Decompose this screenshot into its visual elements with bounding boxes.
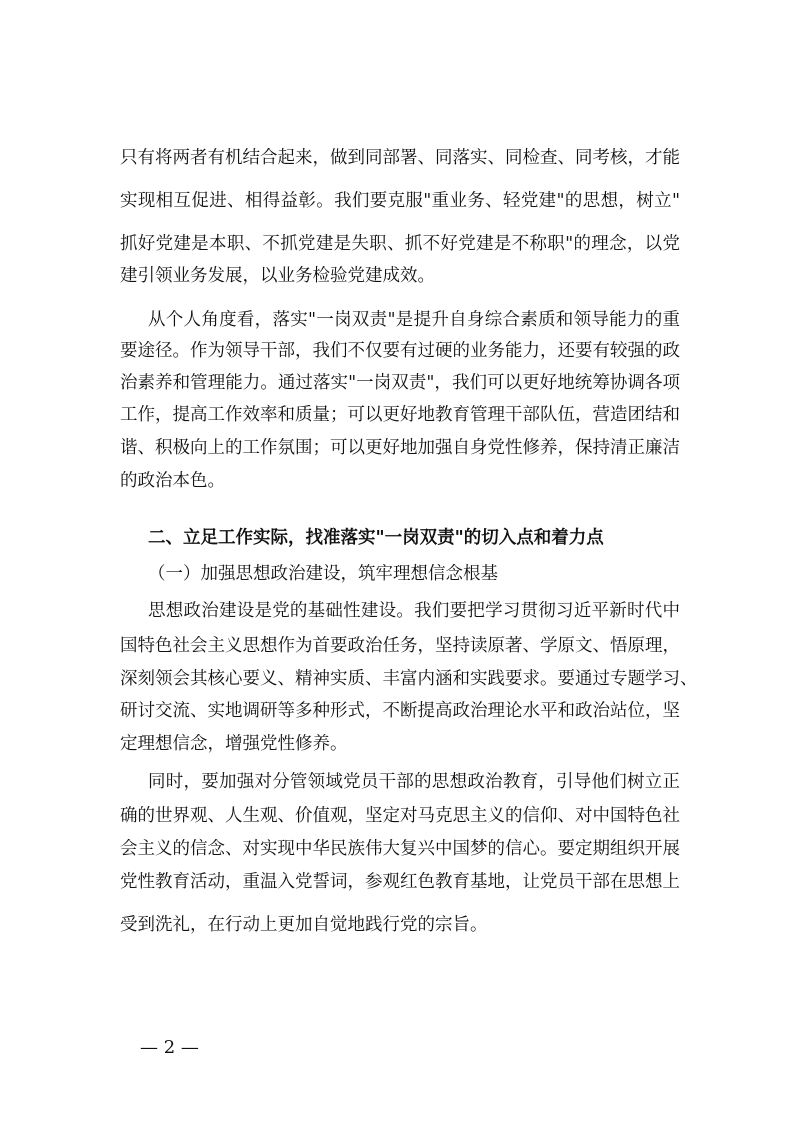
body-text-line: 的政治本色。 — [120, 471, 225, 491]
body-text-line: 只有将两者有机结合起来，做到同部署、同落实、同检查、同考核，才能 — [120, 148, 680, 168]
body-text-line: 确的世界观、人生观、价值观，坚定对马克思主义的信仰、对中国特色社 — [120, 806, 680, 826]
body-text-line: 治素养和管理能力。通过落实"一岗双责"，我们可以更好地统筹协调各项 — [120, 373, 680, 393]
body-text-line: 实现相互促进、相得益彰。我们要克服"重业务、轻党建"的思想，树立" — [120, 191, 680, 211]
body-text-line: 定理想信念，增强党性修养。 — [120, 734, 348, 754]
body-text-line: 思想政治建设是党的基础性建设。我们要把学习贯彻习近平新时代中 — [148, 601, 680, 621]
body-text-line: 研讨交流、实地调研等多种形式，不断提高政治理论水平和政治站位，坚 — [120, 701, 680, 721]
body-text-line: 会主义的信念、对实现中华民族伟大复兴中国梦的信心。要定期组织开展 — [120, 839, 680, 859]
body-text-line: 国特色社会主义思想作为首要政治任务，坚持读原著、学原文、悟原理， — [120, 636, 680, 656]
body-text-line: 同时，要加强对分管领域党员干部的思想政治教育，引导他们树立正 — [148, 772, 680, 792]
section-heading: 二、立足工作实际，找准落实"一岗双责"的切入点和着力点 — [148, 528, 604, 548]
body-text-line: 深刻领会其核心要义、精神实质、丰富内涵和实践要求。要通过专题学习、 — [120, 669, 698, 689]
page-number: — 2 — — [140, 1037, 199, 1058]
body-text-line: 抓好党建是本职、不抓党建是失职、抓不好党建是不称职"的理念，以党 — [120, 234, 680, 254]
body-text-line: 从个人角度看，落实"一岗双责"是提升自身综合素质和领导能力的重 — [148, 310, 680, 330]
body-text-line: 要途径。作为领导干部，我们不仅要有过硬的业务能力，还要有较强的政 — [120, 341, 680, 361]
body-text-line: 工作，提高工作效率和质量；可以更好地教育管理干部队伍，营造团结和 — [120, 405, 680, 425]
body-text-line: 建引领业务发展，以业务检验党建成效。 — [120, 266, 435, 286]
body-text-line: 党性教育活动，重温入党誓词，参观红色教育基地，让党员干部在思想上 — [120, 872, 680, 892]
body-text-line: 受到洗礼，在行动上更加自觉地践行党的宗旨。 — [120, 915, 488, 935]
subsection-heading: （一）加强思想政治建设，筑牢理想信念根基 — [148, 564, 498, 584]
body-text-line: 谐、积极向上的工作氛围；可以更好地加强自身党性修养，保持清正廉洁 — [120, 438, 680, 458]
